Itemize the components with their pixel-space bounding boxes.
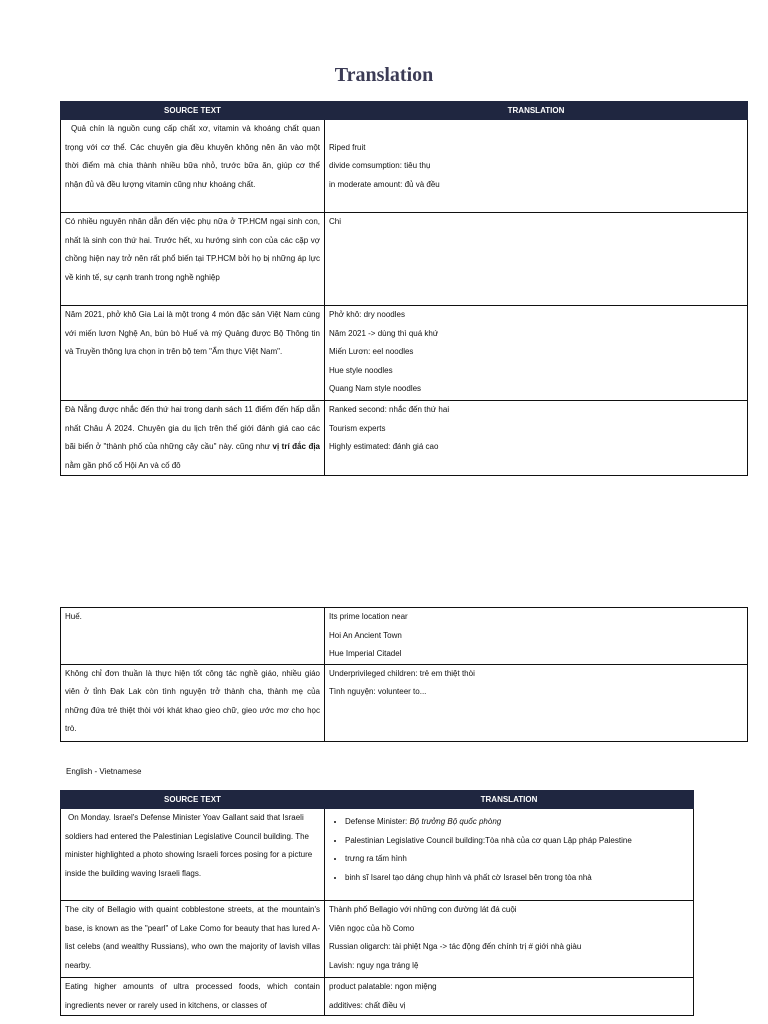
bullet-text: Defense Minister: [345,817,410,826]
list-item [345,813,689,832]
source-text: Không chỉ đơn thuần là thực hiện tốt công tác nghề giáo, nhiều giáo viên ở tỉnh Đak Lak còn tình nguyện trở thành cha, thành mẹ của những đứa trẻ thiệt thòi với khát khao gieo chữ, gieo ước mơ cho học trò. [65,668,320,733]
translation-cell [325,978,694,1016]
section-label: English - Vietnamese [66,767,142,776]
table-row [61,213,748,306]
table-row [61,664,748,741]
translation-cell [325,664,748,741]
translation-line: Lavish: nguy nga tráng lệ [329,960,419,970]
translation-line: Its prime location near [329,612,408,621]
translation-line: divide comsumption: tiêu thụ [329,161,431,170]
source-text: Quả chín là nguồn cung cấp chất xơ, vitamin và khoáng chất quan trọng với cơ thể. Các chuyên gia đều khuyên không nên ăn vào một thời điểm mà chia thành nhiều bữa nhỏ, trước bữa ăn, giúp cơ thể nhận đủ và đều lượng vitamin cũng như khoáng chất. [65,124,320,189]
translation-table-en-vi [60,790,694,1016]
translation-cell [325,306,748,401]
source-cell [61,213,325,306]
translation-line: Hue Imperial Citadel [329,649,402,658]
table-header-row [61,791,694,809]
table-row [61,120,748,213]
source-cell [61,978,325,1016]
source-cell [61,664,325,741]
translation-line: Tourism experts [329,423,386,433]
translation-line: Hoi An Ancient Town [329,630,402,640]
table-header-row [61,102,748,120]
source-text: nằm gần phố cổ Hội An và cố đô [65,460,181,470]
source-text: Năm 2021, phở khô Gia Lai là một trong 4 món đặc sản Việt Nam cùng với miến lươn Nghệ An, bún bò Huế và mỳ Quảng được Bộ Thông tin và Truyền thông lựa chọn in trên bộ tem "Ẩm thực Việt Nam". [65,310,320,356]
source-text: Huế. [65,612,82,621]
translation-line: Quang Nam style noodles [329,384,422,393]
translation-line: in moderate amount: đủ và đều [329,179,440,189]
list-item [345,869,689,888]
translation-line: Riped fruit [329,142,366,152]
translation-line: Tình nguyện: volunteer to... [329,687,427,696]
source-cell [61,401,325,476]
translation-line: Phở khô: dry noodles [329,310,405,319]
translation-line [329,120,743,139]
source-cell [61,120,325,213]
list-item [345,850,689,869]
translation-line: Chi [329,217,342,226]
page-title: Translation [334,64,434,86]
translation-line: Ranked second: nhắc đến thứ hai [329,405,450,414]
table-row [61,809,694,901]
table-row [61,608,748,665]
source-text: Eating higher amounts of ultra processed foods, which contain ingredients never or rarely used in kitchens, or classes of [65,982,320,1010]
translation-cell [325,608,748,665]
source-cell [61,608,325,665]
source-text: Đà Nẵng được nhắc đến thứ hai trong danh sách 11 điểm đến hấp dẫn nhất Châu Á 2024. Chuyên gia du lịch trên thế giới đánh giá cao các bãi biển ở "thành phố của những cây cầu" này. cũng như [65,405,320,451]
source-text-header: SOURCE TEXT [61,102,325,120]
bullet-text: trưng ra tấm hình [345,854,407,863]
translation-line: Underprivileged children: trẻ em thiệt thòi [329,668,475,678]
translation-line: additives: chất điều vị [329,1000,406,1010]
bullet-text: Palestinian Legislative Council building:Tòa nhà của cơ quan Lập pháp Palestine [345,835,632,845]
translation-line: Viên ngọc của hồ Como [329,923,415,933]
translation-line: Thành phố Bellagio với những con đường lát đá cuội [329,905,517,914]
translation-cell [325,809,694,901]
translation-table-vi-en-continued [60,607,748,742]
translation-line: Highly estimated: đánh giá cao [329,442,439,451]
translation-header: TRANSLATION [325,791,694,809]
translation-line: Năm 2021 -> dùng thì quá khứ [329,328,439,338]
translation-cell [325,401,748,476]
translation-cell [325,120,748,213]
translation-line: Hue style noodles [329,365,393,375]
translation-cell [325,901,694,978]
translation-line: Miến Lươn: eel noodles [329,347,414,356]
translation-header: TRANSLATION [325,102,748,120]
translation-line: product palatable: ngon miệng [329,982,437,991]
source-cell [61,901,325,978]
bullet-text-italic: Bộ trưởng Bộ quốc phòng [409,817,502,826]
source-text-bold: vị trí đắc địa [272,442,321,451]
translation-table-vi-en [60,101,748,476]
translation-line: Russian oligarch: tài phiệt Nga -> tác động đến chính trị # giới nhà giàu [329,942,582,951]
list-item [345,832,689,851]
table-row [61,901,694,978]
source-text: On Monday. Israel's Defense Minister Yoav Gallant said that Israeli soldiers had entered the Palestinian Legislative Council building. The minister highlighted a photo showing Israeli forces posing for a picture inside the building waving Israeli flags. [65,813,313,878]
bullet-text: binh sĩ Isarel tạo dáng chụp hình và phất cờ Israsel bên trong tòa nhà [345,872,592,882]
bullet-list [329,813,689,887]
source-text-header: SOURCE TEXT [61,791,325,809]
source-text: The city of Bellagio with quaint cobblestone streets, at the mountain's base, is known as the "pearl" of Lake Como for beauty that has lured A-list celebs (and wealthy Russians), who own the majority of lavish villas nearby. [65,905,320,970]
table-row [61,401,748,476]
source-text: Có nhiều nguyên nhân dẫn đến việc phụ nữa ở TP.HCM ngại sinh con, nhất là sinh con thứ hai. Trước hết, xu hướng sinh con của các cặp vợ chồng hiện nay trở nên rất phổ biến tại TP.HCM bởi họ bị những áp lực về kinh tế, sự cạnh tranh trong nghề nghiệp [65,217,320,282]
source-cell [61,809,325,901]
translation-cell [325,213,748,306]
table-row [61,978,694,1016]
source-cell [61,306,325,401]
table-row [61,306,748,401]
